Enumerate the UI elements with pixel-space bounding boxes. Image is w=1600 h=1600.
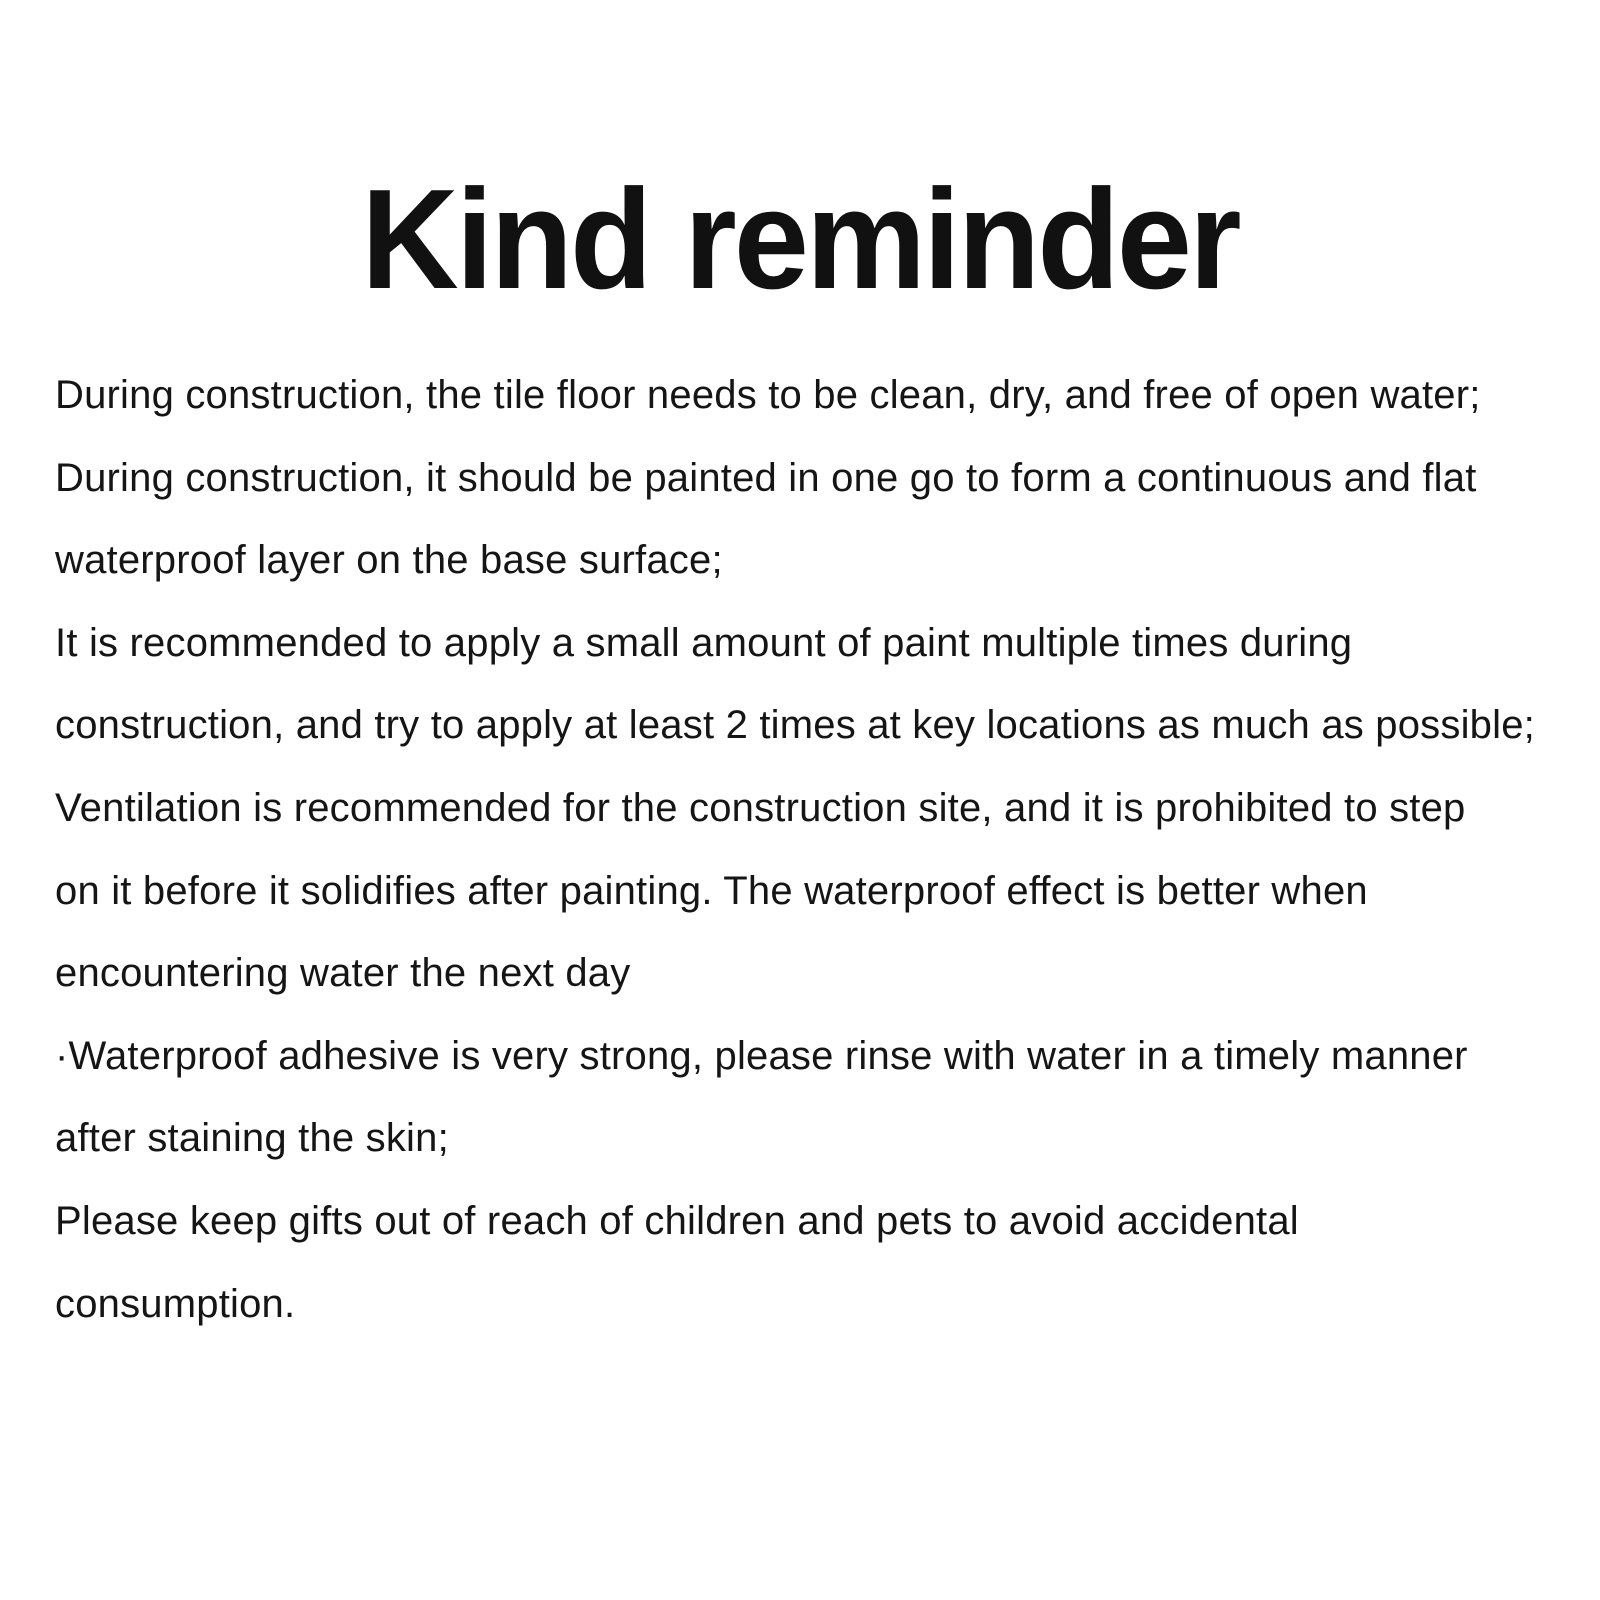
reminder-line: Ventilation is recommended for the construction site, and it is prohibited to step <box>55 785 1466 830</box>
page-title: Kind reminder <box>361 160 1239 319</box>
reminder-line: on it before it solidifies after painting. The waterproof effect is better when <box>55 868 1368 913</box>
reminder-line: consumption. <box>55 1281 296 1326</box>
reminder-text-body <box>55 354 1565 1345</box>
reminder-line: During construction, it should be painted in one go to form a continuous and flat <box>55 455 1477 500</box>
reminder-line: ·Waterproof adhesive is very strong, please rinse with water in a timely manner <box>55 1033 1468 1078</box>
reminder-line: waterproof layer on the base surface; <box>55 538 723 583</box>
reminder-line: construction, and try to apply at least 2 times at key locations as much as possible; <box>55 703 1535 748</box>
reminder-line: During construction, the tile floor needs to be clean, dry, and free of open water; <box>55 373 1481 417</box>
reminder-line: Please keep gifts out of reach of children and pets to avoid accidental <box>55 1198 1299 1243</box>
reminder-line: after staining the skin; <box>55 1116 449 1161</box>
reminder-line: It is recommended to apply a small amount of paint multiple times during <box>55 620 1353 665</box>
reminder-line: encountering water the next day <box>55 951 631 996</box>
